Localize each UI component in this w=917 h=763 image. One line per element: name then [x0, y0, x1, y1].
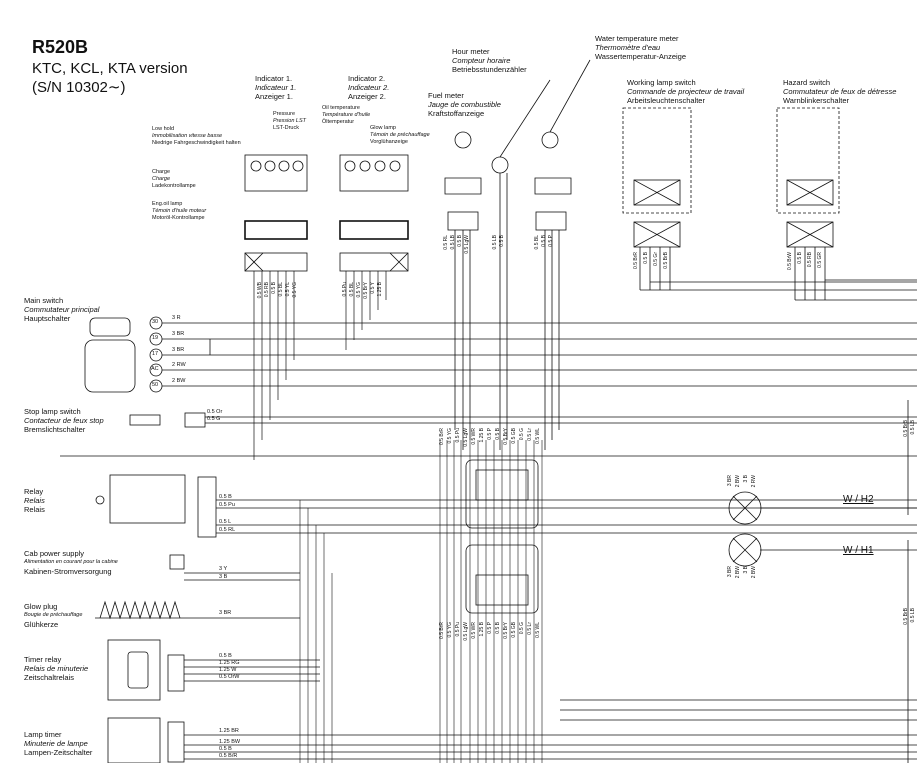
wire-label: 0.5 LB — [910, 608, 916, 623]
charge-fr: Charge — [152, 176, 171, 182]
stop-lamp-fr: Contacteur de feux stop — [24, 416, 104, 425]
indicator1-label-de: Anzeiger 1. — [255, 92, 293, 101]
wire-label: 0.5 BrY — [503, 622, 509, 639]
wire-label: 0.5 G — [519, 428, 525, 441]
working-lamp-de: Arbeitsleuchtenschalter — [627, 96, 705, 105]
wire-label: 0.5 G — [519, 622, 525, 635]
wire-label: 3 BR — [727, 566, 733, 578]
terminal-wire: 2 BW — [172, 378, 186, 384]
wire-label: 2 BW — [735, 475, 741, 488]
cab-power-de: Kabinen-Stromversorgung — [24, 567, 112, 576]
wire-label: 0.5 BrB — [903, 420, 909, 437]
hour-meter-symbol — [492, 80, 550, 450]
glow-lamp-fr: Témoin de préchauffage — [370, 132, 430, 138]
terminal-id: 17 — [152, 351, 159, 357]
water-temp-fr: Thermomètre d'eau — [595, 43, 661, 52]
glow-lamp-en: Glow lamp — [370, 125, 396, 131]
hour-meter-fr: Compteur horaire — [452, 56, 511, 65]
main-switch-en: Main switch — [24, 296, 64, 305]
indicator2-label-de: Anzeiger 2. — [348, 92, 386, 101]
glow-plug-symbol — [95, 602, 300, 618]
wire-label: 0.5 Y — [370, 282, 376, 294]
wire-label: 3 BR — [727, 475, 733, 487]
wire-label: 0.5 GB — [511, 622, 517, 638]
relay-en: Relay — [24, 487, 44, 496]
eng-oil-en: Eng.oil lamp — [152, 201, 183, 207]
timer-relay-en: Timer relay — [24, 655, 62, 664]
wire-label: 0.5 YG — [292, 282, 298, 298]
wire-label: 0.5 B — [495, 428, 501, 440]
charge-de: Ladekontrollampe — [152, 183, 196, 189]
glow-lamp-de: Vorglühanzeige — [370, 139, 408, 145]
fuel-meter-symbol — [445, 132, 481, 450]
wire-label: 0.5 BrY — [503, 428, 509, 445]
cab-power-fr: Alimentation en courant pour la cabine — [24, 559, 118, 565]
terminal-wire: 2 RW — [172, 362, 186, 368]
water-temp-en: Water temperature meter — [595, 34, 679, 43]
wire-label: 0.5 Pu — [455, 428, 461, 443]
timer-wire: 1.25 RG — [219, 660, 240, 666]
wire-label: 2 BW — [735, 566, 741, 579]
lamp-timer-en: Lamp timer — [24, 730, 62, 739]
timer-relay-de: Zeitschaltrelais — [24, 673, 75, 682]
lamp-timer-wire: 0.5 B/R — [219, 753, 238, 759]
terminal-id: 50 — [152, 382, 159, 388]
cab-wire: 3 B — [219, 574, 228, 580]
wire-label: 0.5 BrR — [439, 428, 445, 445]
terminal-wire: 3 BR — [172, 347, 185, 353]
timer-relay-symbol — [108, 640, 320, 700]
stop-lamp-en: Stop lamp switch — [24, 407, 81, 416]
eng-oil-de: Motoröl-Kontrollampe — [152, 215, 205, 221]
indicator2-label-en: Indicator 2. — [348, 74, 386, 83]
wire-label: 0.5 WL — [535, 428, 541, 444]
terminal-id: 30 — [152, 319, 159, 325]
glow-wire: 3 BR — [219, 610, 232, 616]
working-lamp-en: Working lamp switch — [627, 78, 696, 87]
wire-label: 0.5 BrB — [663, 252, 669, 269]
cab-power-en: Cab power supply — [24, 549, 85, 558]
wire-label: 0.5 LgW — [463, 428, 469, 447]
indicator1-label-en: Indicator 1. — [255, 74, 293, 83]
lamp-timer-wire: 1.25 BR — [219, 728, 239, 734]
harness-h1: W / H1 — [843, 545, 874, 556]
lamp-timer-wire: 1.25 BW — [219, 739, 241, 745]
wire-label: 0.5 WR — [471, 622, 477, 639]
hazard-fr: Commutateur de feux de détresse — [783, 87, 897, 96]
pressure-en: Pressure — [273, 111, 296, 117]
hour-meter-en: Hour meter — [452, 47, 490, 56]
timer-relay-fr: Relais de minuterie — [24, 664, 89, 673]
wire-label: 0.5 B — [797, 252, 803, 264]
cab-wire: 3 Y — [219, 566, 228, 572]
relay-wire: 0.5 RL — [219, 527, 236, 533]
wire-label: 0.5 B — [499, 235, 505, 247]
stop-lamp-symbol — [130, 413, 917, 427]
wire-label: 0.5 GR — [817, 252, 823, 268]
wire-label: 0.5 Pu — [342, 282, 348, 297]
water-temp-de: Wassertemperatur-Anzeige — [595, 52, 687, 61]
fuel-meter-en: Fuel meter — [428, 91, 464, 100]
wire-label: 0.5 BrB — [903, 608, 909, 625]
wire-label: 0.5 BL — [534, 235, 540, 250]
hazard-en: Hazard switch — [783, 78, 831, 87]
cab-power-symbol — [170, 555, 300, 580]
wire-label: 0.5 LB — [910, 420, 916, 435]
glow-plug-en: Glow plug — [24, 602, 58, 611]
harness-h2: W / H2 — [843, 494, 874, 505]
wire-label: 0.5 LB — [492, 235, 498, 250]
wire-label: 0.5 LgW — [463, 622, 469, 641]
wire-label: 0.5 Gr — [653, 252, 659, 266]
wire-label: 0.5 P — [548, 235, 554, 247]
wire-label: 0.5 YG — [356, 282, 362, 298]
relay-wire: 0.5 L — [219, 519, 232, 525]
low-hold-fr: Immobilisation vitesse basse — [152, 133, 223, 139]
relay-wire: 0.5 B — [219, 494, 232, 500]
wire-label: 0.5 BrY — [363, 282, 369, 299]
serial-text: (S/N 10302∼) — [32, 79, 126, 96]
wire-label: 0.5 B — [271, 282, 277, 294]
pressure-fr: Pression LST — [273, 118, 307, 124]
wire-label: 0.5 Lr — [527, 428, 533, 441]
stop-lamp-de: Bremslichtschalter — [24, 425, 86, 434]
working-lamp-fr: Commande de projecteur de travail — [627, 87, 745, 96]
wire-label: 0.5 GB — [511, 428, 517, 444]
wire-label: 0.5 BrR — [439, 622, 445, 639]
main-switch-fr: Commutateur principal — [24, 305, 100, 314]
main-switch-de: Hauptschalter — [24, 314, 71, 323]
wire-label: 0.5 LgW — [464, 235, 470, 254]
pressure-de: LST-Druck — [273, 125, 299, 131]
wire-label: 0.5 YG — [447, 622, 453, 638]
model-title: R520B — [32, 37, 89, 57]
terminal-wire: 3 BR — [172, 331, 185, 337]
wire-label: 0.5 P — [487, 622, 493, 634]
relay-fr: Relais — [24, 496, 45, 505]
fuel-meter-fr: Jauge de combustible — [428, 100, 501, 109]
wire-label: 2 RW — [751, 475, 757, 488]
timer-wire: 0.5 OrW — [219, 674, 240, 680]
eng-oil-fr: Témoin d'huile moteur — [152, 208, 207, 214]
wire-label: 0.5 B — [541, 235, 547, 247]
glow-plug-fr: Bougie de préchauffage — [24, 612, 83, 618]
hour-meter-de: Betriebsstundenzähler — [452, 65, 527, 74]
wire-label: 1.25 B — [377, 282, 383, 297]
wire-label: 0.5 YG — [447, 428, 453, 444]
indicator2-label-fr: Indicateur 2. — [348, 83, 390, 92]
indicator1-symbol — [245, 155, 307, 271]
oil-temp-fr: Température d'huile — [322, 112, 371, 118]
timer-wire: 0.5 B — [219, 653, 232, 659]
wire-label: 1.25 B — [479, 428, 485, 443]
wire-label: 0.5 P — [487, 428, 493, 440]
wire-label: 0.5 WL — [535, 622, 541, 638]
indicator2-symbol — [340, 155, 408, 271]
hazard-de: Warnblinkerschalter — [783, 96, 849, 105]
wire-label: 0.5 B — [495, 622, 501, 634]
wire-label: 0.5 BrR — [633, 252, 639, 269]
indicator1-label-fr: Indicateur 1. — [255, 83, 297, 92]
oil-temp-de: Öltemperatur — [322, 119, 355, 125]
wire-label: 3 B — [743, 566, 749, 574]
wire-label: 0.5 RL — [443, 235, 449, 250]
main-switch-symbol — [85, 317, 917, 392]
terminal-id: AC — [151, 366, 159, 372]
wire-label: 0.5 RB — [807, 252, 813, 268]
oil-temp-en: Oil temperature — [322, 105, 360, 111]
wire-label: 0.5 RB — [264, 282, 270, 298]
wire-label: 0.5 Lr — [527, 622, 533, 635]
low-hold-de: Niedrige Fahrgeschwindigkeit halten — [152, 140, 241, 146]
version-text: KTC, KCL, KTA version — [32, 60, 188, 77]
wire-label: 0.5 B — [457, 235, 463, 247]
glow-plug-de: Glühkerze — [24, 620, 59, 629]
water-temp-symbol — [535, 60, 590, 450]
charge-en: Charge — [152, 169, 171, 175]
relay-de: Relais — [24, 505, 45, 514]
relay-wire: 0.5 Pu — [219, 502, 235, 508]
stop-wire: 0.5 Or — [207, 409, 223, 415]
lamp-timer-wire: 0.5 B — [219, 746, 232, 752]
lamp-timer-de: Lampen-Zeitschalter — [24, 748, 93, 757]
low-hold-en: Low hold — [152, 126, 175, 132]
hazard-switch-symbol — [777, 108, 917, 300]
wire-label: 0.5 YL — [285, 282, 291, 297]
wire-label: 0.5 LB — [450, 235, 456, 250]
wire-label: 1.25 B — [479, 622, 485, 637]
wire-label: 0.5 BL — [349, 282, 355, 297]
terminal-wire: 3 R — [172, 315, 181, 321]
wire-label: 0.5 B — [643, 252, 649, 264]
terminal-id: 19 — [152, 335, 159, 341]
fuel-meter-de: Kraftstoffanzeige — [428, 109, 485, 118]
wire-label: 0.5 WB — [257, 282, 263, 299]
timer-wire: 1.25 W — [219, 667, 237, 673]
wire-label: 2 BW — [751, 566, 757, 579]
lamp-timer-fr: Minuterie de lampe — [24, 739, 88, 748]
wire-label: 0.5 WR — [471, 428, 477, 445]
wire-label: 3 B — [743, 475, 749, 483]
stop-wire: 0.5 G — [207, 416, 221, 422]
wire-label: 0.5 BL — [278, 282, 284, 297]
wire-label: 0.5 Pu — [455, 622, 461, 637]
wire-label: 0.5 BrW — [787, 252, 793, 271]
lamp-h1-symbol — [729, 534, 917, 566]
